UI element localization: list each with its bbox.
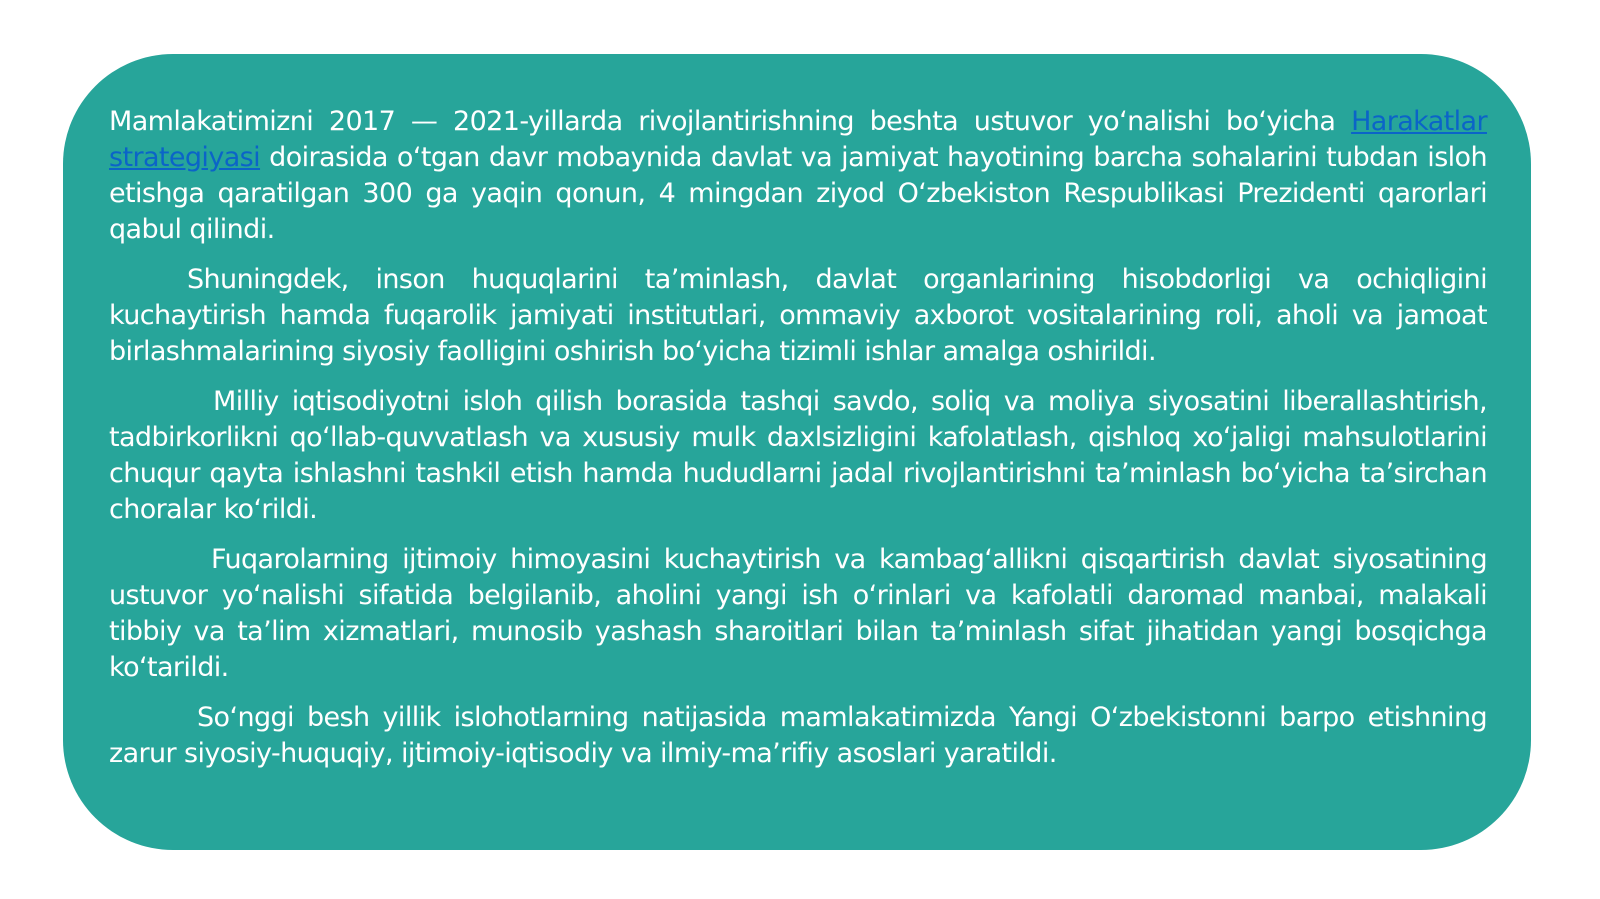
paragraph-5: So‘nggi besh yillik islohotlarning natijasida mamlakatimizda Yangi O‘zbekistonni barpo etishning zarur siyosiy-huquqiy, ijtimoiy-iqtisodiy va ilmiy-ma’rifiy asoslari yaratildi. [109, 702, 1487, 769]
paragraph-2: Shuningdek, inson huquqlarini ta’minlash, davlat organlarining hisobdorligi va ochiqligini kuchaytirish hamda fuqarolik jamiyati institutlari, ommaviy axborot vositalarining roli, aholi va jamoat birlashmalarining siyosiy faolligini oshirish bo‘yicha tizimli ishlar amalga oshirildi. [109, 264, 1487, 367]
paragraph-1-text-before-link: Mamlakatimizni 2017 — 2021-yillarda rivojlantirishning beshta ustuvor yo‘nalishi bo‘yicha [109, 106, 1352, 137]
text-block [109, 104, 1487, 786]
paragraph-1 [109, 104, 1487, 248]
paragraph-4: Fuqarolarning ijtimoiy himoyasini kuchaytirish va kambag‘allikni qisqartirish davlat siyosatining ustuvor yo‘nalishi sifatida belgilanib, aholini yangi ish o‘rinlari va kafolatli daromad manbai, malakali tibbiy va ta’lim xizmatlari, munosib yashash sharoitlari bilan ta’minlash sifat jihatidan yangi bosqichga ko‘tarildi. [109, 544, 1487, 683]
harakatlar-strategiyasi-link[interactable]: Harakatlar strategiyasi [109, 106, 1487, 173]
paragraph-1-text-after-link: doirasida o‘tgan davr mobaynida davlat va jamiyat hayotining barcha sohalarini tubdan isloh etishga qaratilgan 300 ga yaqin qonun, 4 mingdan ziyod O‘zbekiston Respublikasi Prezidenti qarorlari qabul qilindi. [109, 142, 1487, 245]
paragraph-3: Milliy iqtisodiyotni isloh qilish borasida tashqi savdo, soliq va moliya siyosatini liberallashtirish, tadbirkorlikni qo‘llab-quvvatlash va xususiy mulk daxlsizligini kafolatlash, qishloq xo‘jaligi mahsulotlarini chuqur qayta ishlashni tashkil etish hamda hududlarni jadal rivojlantirishni ta’minlash bo‘yicha ta’sirchan choralar ko‘rildi. [109, 386, 1487, 525]
